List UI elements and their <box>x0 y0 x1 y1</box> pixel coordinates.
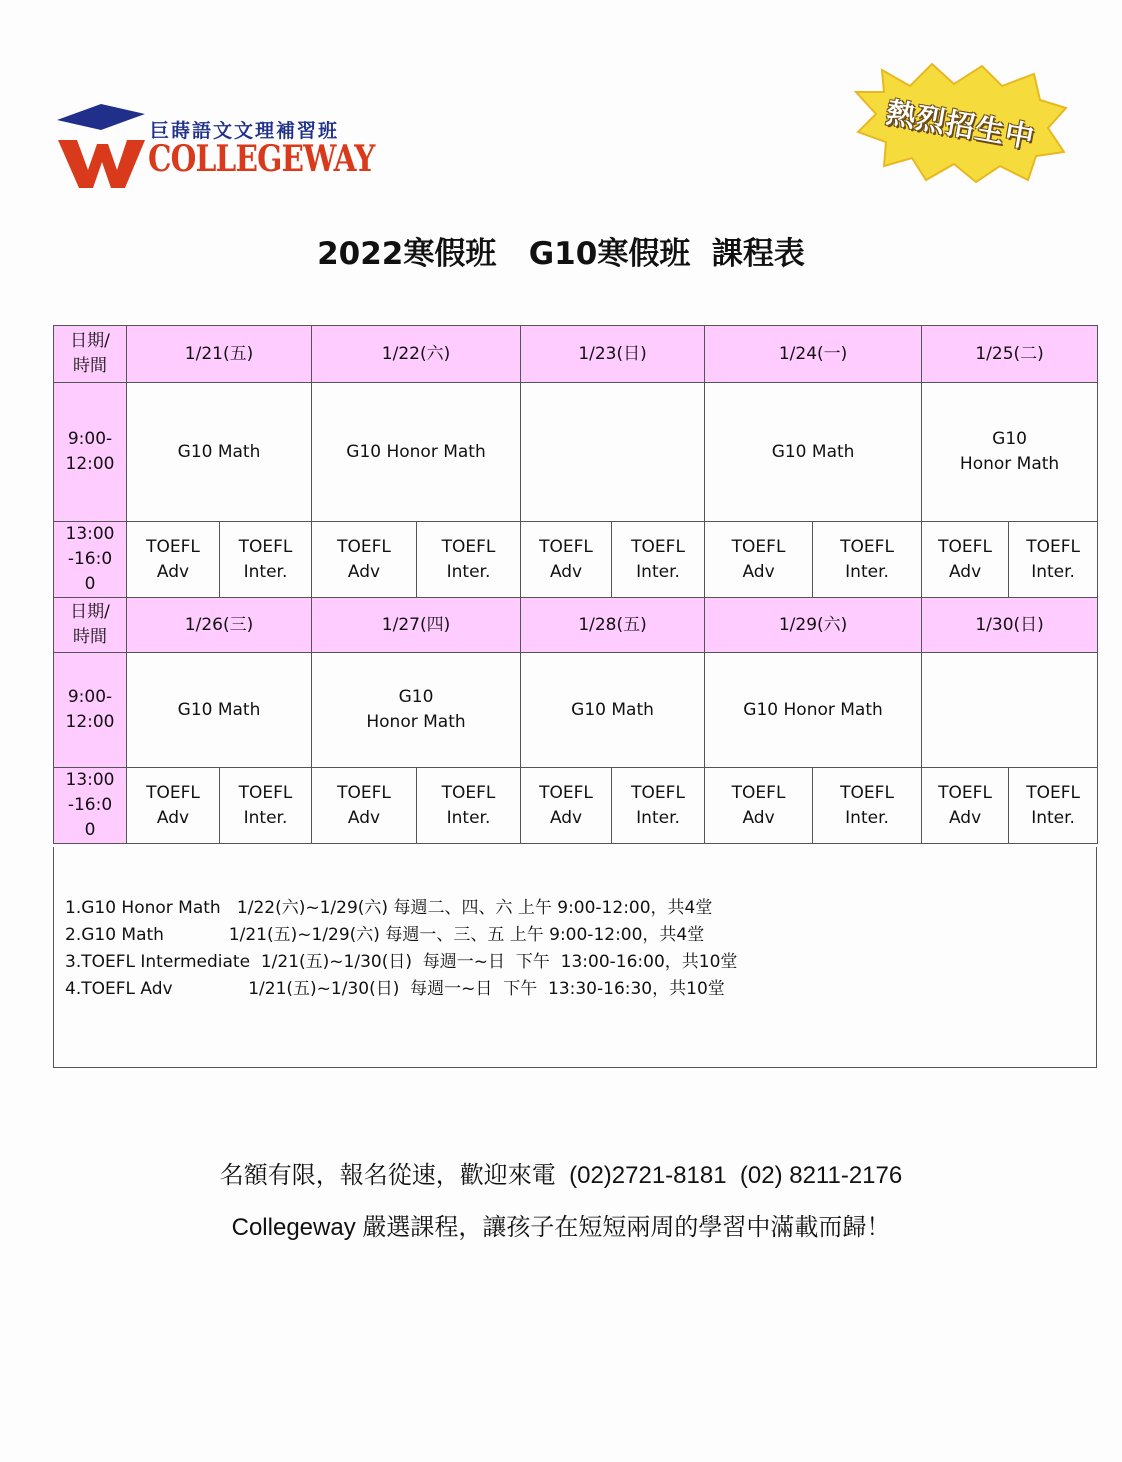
morning-class-cell <box>922 653 1098 768</box>
contact-line: 名額有限，報名從速，歡迎來電 (02)2721-8181 (02) 8211-2176 <box>219 1162 903 1189</box>
afternoon-class-cell: TOEFL Inter. <box>1009 522 1098 598</box>
course-note-line: 4.TOEFL Adv 1/21(五)~1/30(日) 每週一~日 下午 13:30-16:30，共10堂 <box>65 979 725 999</box>
afternoon-class-cell: TOEFL Adv <box>127 522 220 598</box>
week2-date-row <box>54 598 1098 653</box>
enrollment-burst-badge <box>852 62 1070 184</box>
morning-class-cell: G10 Honor Math <box>312 653 521 768</box>
course-schedule-table <box>53 325 1098 844</box>
date-header: 1/23(日) <box>521 326 705 383</box>
date-header: 1/26(三) <box>127 598 312 653</box>
date-header: 1/27(四) <box>312 598 521 653</box>
week1-morning-row <box>54 383 1098 522</box>
morning-class-cell: G10 Math <box>521 653 705 768</box>
afternoon-class-cell: TOEFL Inter. <box>417 522 521 598</box>
morning-class-cell: G10 Math <box>127 383 312 522</box>
afternoon-class-cell: TOEFL Inter. <box>417 768 521 844</box>
corner-label: 日期/ 時間 <box>54 598 127 653</box>
afternoon-class-cell: TOEFL Inter. <box>813 522 922 598</box>
time-slot-label: 13:00 -16:0 0 <box>54 768 127 844</box>
morning-class-cell: G10 Math <box>127 653 312 768</box>
time-slot-label: 13:00 -16:0 0 <box>54 522 127 598</box>
morning-class-cell: G10 Honor Math <box>705 653 922 768</box>
afternoon-class-cell: TOEFL Adv <box>312 522 417 598</box>
week2-morning-row <box>54 653 1098 768</box>
enrollment-badge-text: 熱烈招生中 <box>883 94 1038 155</box>
afternoon-class-cell: TOEFL Inter. <box>813 768 922 844</box>
afternoon-class-cell: TOEFL Inter. <box>220 522 312 598</box>
course-note-line: 2.G10 Math 1/21(五)~1/29(六) 每週一、三、五 上午 9:00-12:00，共4堂 <box>65 925 705 945</box>
graduation-cap-w-icon <box>55 100 147 192</box>
course-note-line: 3.TOEFL Intermediate 1/21(五)~1/30(日) 每週一~日 下午 13:00-16:00，共10堂 <box>65 952 738 972</box>
week1-date-row <box>54 326 1098 383</box>
afternoon-class-cell: TOEFL Inter. <box>1009 768 1098 844</box>
course-note-line: 1.G10 Honor Math 1/22(六)~1/29(六) 每週二、四、六 上午 9:00-12:00，共4堂 <box>65 898 713 918</box>
logo-chinese-name: 巨蒔語文文理補習班 <box>150 120 340 142</box>
corner-label: 日期/ 時間 <box>54 326 127 383</box>
date-header: 1/29(六) <box>705 598 922 653</box>
morning-class-cell: G10 Honor Math <box>312 383 521 522</box>
morning-class-cell <box>521 383 705 522</box>
week2-afternoon-row <box>54 768 1098 844</box>
week1-afternoon-row <box>54 522 1098 598</box>
afternoon-class-cell: TOEFL Adv <box>521 768 612 844</box>
date-header: 1/25(二) <box>922 326 1098 383</box>
afternoon-class-cell: TOEFL Adv <box>312 768 417 844</box>
date-header: 1/22(六) <box>312 326 521 383</box>
collegeway-logo <box>55 100 375 195</box>
afternoon-class-cell: TOEFL Adv <box>922 522 1009 598</box>
course-notes-box <box>53 847 1097 1068</box>
morning-class-cell: G10 Honor Math <box>922 383 1098 522</box>
afternoon-class-cell: TOEFL Adv <box>705 768 813 844</box>
afternoon-class-cell: TOEFL Inter. <box>612 768 705 844</box>
slogan-line: Collegeway 嚴選課程，讓孩子在短短兩周的學習中滿載而歸！ <box>231 1214 891 1241</box>
date-header: 1/21(五) <box>127 326 312 383</box>
time-slot-label: 9:00- 12:00 <box>54 383 127 522</box>
morning-class-cell: G10 Math <box>705 383 922 522</box>
time-slot-label: 9:00- 12:00 <box>54 653 127 768</box>
date-header: 1/30(日) <box>922 598 1098 653</box>
page-title: 2022寒假班 G10寒假班 課程表 <box>317 236 805 272</box>
afternoon-class-cell: TOEFL Adv <box>705 522 813 598</box>
afternoon-class-cell: TOEFL Adv <box>521 522 612 598</box>
logo-english-name: COLLEGEWAY <box>148 138 375 180</box>
afternoon-class-cell: TOEFL Adv <box>127 768 220 844</box>
afternoon-class-cell: TOEFL Adv <box>922 768 1009 844</box>
date-header: 1/24(一) <box>705 326 922 383</box>
afternoon-class-cell: TOEFL Inter. <box>220 768 312 844</box>
date-header: 1/28(五) <box>521 598 705 653</box>
afternoon-class-cell: TOEFL Inter. <box>612 522 705 598</box>
